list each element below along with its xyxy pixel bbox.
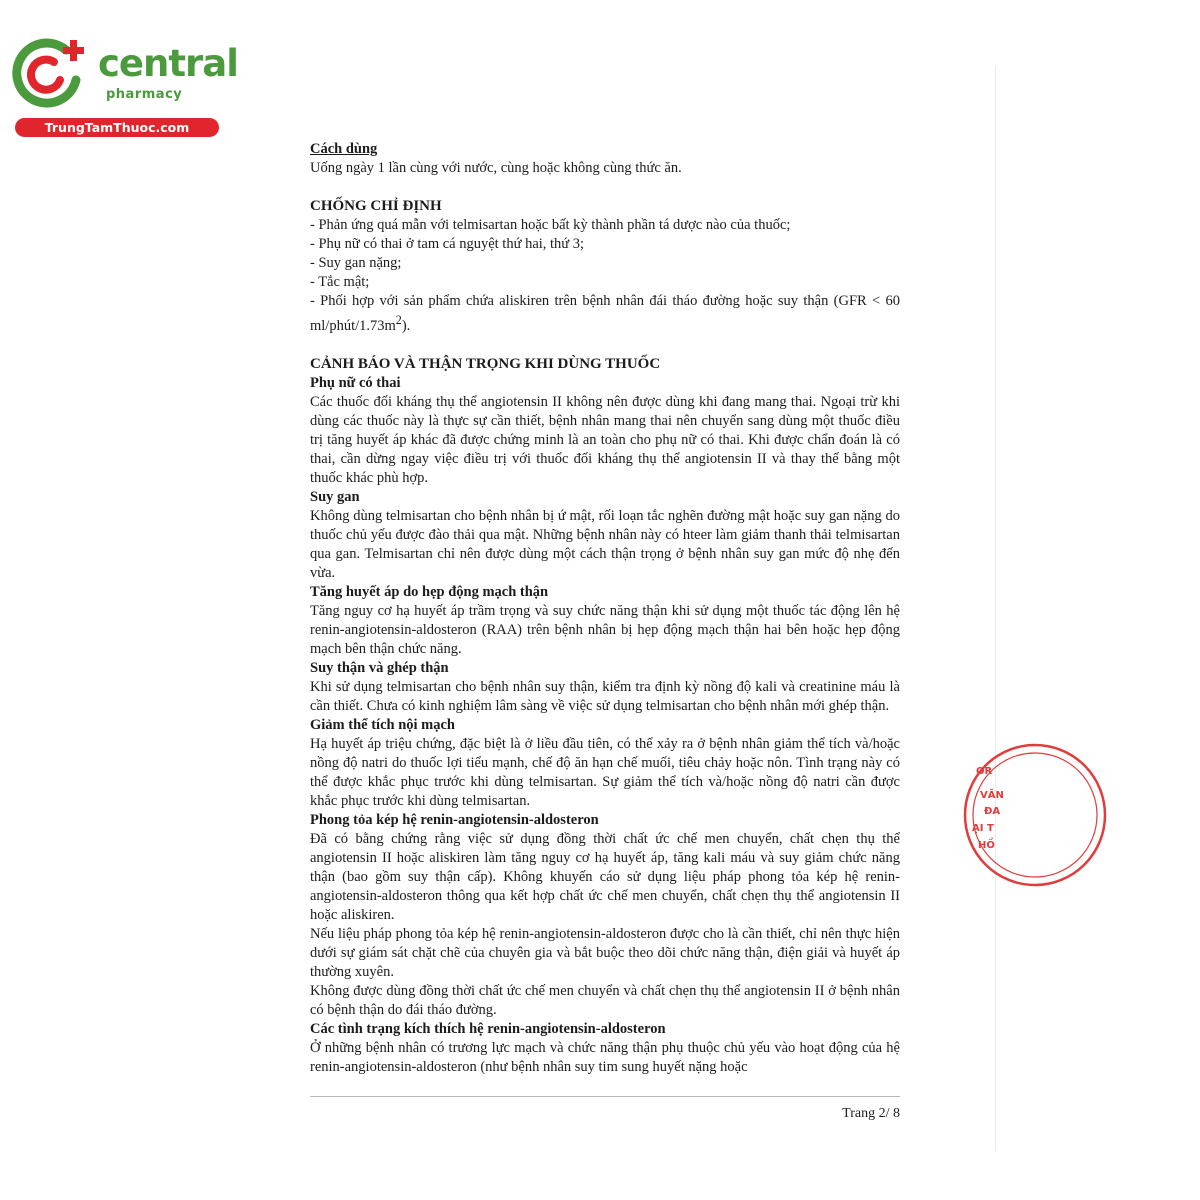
svg-text:VĂN: VĂN (980, 790, 1004, 801)
svg-text:ĐA: ĐA (984, 806, 1001, 817)
red-stamp (960, 740, 1004, 890)
contra-item (310, 292, 900, 336)
page-edge (995, 66, 996, 1151)
raas-stimulation-text: Ở những bệnh nhân có trương lực mạch và chức năng thận phụ thuộc chủ yếu vào hoạt động của hệ renin-angiotensin-aldosteron (như bệnh nhân suy tim sung huyết nặng hoặc (310, 1039, 900, 1075)
contra-item: - Tắc mật; (310, 274, 370, 290)
superscript: 2 (395, 313, 402, 327)
dual-blockade-text-1: Đã có bằng chứng rằng việc sử dụng đồng thời chất ức chế men chuyển, chất chẹn thụ thể angiotensin II hoặc aliskiren làm tăng nguy cơ hạ huyết áp, tăng kali máu và suy giảm chức năng thận (bao gồm suy thận cấp). Không khuyến cáo sử dụng liệu pháp phong tỏa kép hệ renin-angiotensin-aldosteron thông qua kết hợp chất ức chế men chuyển, chất chẹn thụ thể angiotensin II hoặc aliskiren. (310, 830, 900, 923)
usage-heading: Cách dùng (310, 141, 378, 157)
svg-text:HỒ: HỒ (978, 840, 995, 851)
contra-item: - Phản ứng quá mẫn với telmisartan hoặc bất kỳ thành phần tá dược nào của thuốc; (310, 217, 791, 233)
contra-item: - Phụ nữ có thai ở tam cá nguyệt thứ hai, thứ 3; (310, 236, 585, 252)
dual-blockade-heading: Phong tỏa kép hệ renin-angiotensin-aldosteron (310, 811, 599, 828)
logo-subtitle: pharmacy (106, 87, 183, 102)
renal-artery-text: Tăng nguy cơ hạ huyết áp trầm trọng và suy chức năng thận khi sử dụng một thuốc tác động lên hệ renin-angiotensin-aldosteron (RAA) trên bệnh nhân bị hẹp động mạch thận hai bên hoặc hẹp động mạch bên thận chức năng. (310, 602, 900, 657)
volume-heading: Giảm thể tích nội mạch (310, 716, 455, 733)
dual-blockade-text-3: Không được dùng đồng thời chất ức chế men chuyển và chất chẹn thụ thể angiotensin II ở bệnh nhân có bệnh thận do đái tháo đường. (310, 982, 900, 1018)
volume-text: Hạ huyết áp triệu chứng, đặc biệt là ở liều đầu tiên, có thể xảy ra ở bệnh nhân giảm thể tích và/hoặc nồng độ natri do thuốc lợi tiểu mạnh, chế độ ăn hạn chế muối, tiêu chảy hoặc nôn. Tình trạng này có thể được khắc phục trước khi dùng telmisartan. Sự giảm thể tích và/hoặc nồng độ natri cần được khắc phục trước khi dùng telmisartan. (310, 735, 900, 809)
contraindications-heading: CHỐNG CHỈ ĐỊNH (310, 198, 442, 214)
logo-website: TrungTamThuoc.com (15, 118, 219, 137)
page-number: Trang 2/ 8 (842, 1106, 900, 1121)
hepatic-text: Không dùng telmisartan cho bệnh nhân bị ứ mật, rối loạn tắc nghẽn đường mật hoặc suy gan nặng do thuốc chủ yếu được đào thải qua mật. Những bệnh nhân này có hteer làm giảm thanh thải telmisartan qua gan. Telmisartan chỉ nên được dùng một cách thận trọng ở bệnh nhân suy gan mức độ nhẹ đến vừa. (310, 507, 900, 581)
warnings-heading: CẢNH BÁO VÀ THẬN TRỌNG KHI DÙNG THUỐC (310, 355, 661, 372)
pharmacy-logo (10, 36, 238, 136)
logo-wordmark: central (98, 42, 238, 85)
svg-text:ẠI T: ẠI T (972, 823, 994, 834)
hepatic-heading: Suy gan (310, 488, 360, 505)
raas-stimulation-heading: Các tình trạng kích thích hệ renin-angiotensin-aldosteron (310, 1020, 666, 1037)
pregnancy-heading: Phụ nữ có thai (310, 374, 401, 391)
pharmacy-cross-icon (10, 36, 90, 106)
renal-text: Khi sử dụng telmisartan cho bệnh nhân suy thận, kiểm tra định kỳ nồng độ kali và creatinine máu là cần thiết. Chưa có kinh nghiệm lâm sàng về việc sử dụng telmisartan cho bệnh nhân mới ghép thận. (310, 678, 900, 714)
contra-item-end: ). (401, 317, 411, 334)
contra-item-text: - Phối hợp với sản phẩm chứa aliskiren trên bệnh nhân đái tháo đường hoặc suy thận (GFR < 60 ml/phút/1.73m (310, 293, 900, 334)
document-body (310, 140, 900, 1077)
dual-blockade-text-2: Nếu liệu pháp phong tỏa kép hệ renin-angiotensin-aldosteron được cho là cần thiết, chỉ nên thực hiện dưới sự giám sát chặt chẽ của chuyên gia và bắt buộc theo dõi chức năng thận, điện giải và huyết áp thường xuyên. (310, 925, 900, 980)
usage-text: Uống ngày 1 lần cùng với nước, cùng hoặc không cùng thức ăn. (310, 160, 682, 176)
renal-heading: Suy thận và ghép thận (310, 659, 449, 676)
footer-divider (310, 1096, 900, 1097)
renal-artery-heading: Tăng huyết áp do hẹp động mạch thận (310, 583, 549, 600)
svg-text:OR: OR (976, 766, 993, 777)
contra-item: - Suy gan nặng; (310, 255, 402, 271)
pregnancy-text: Các thuốc đối kháng thụ thể angiotensin II không nên được dùng khi đang mang thai. Ngoại trừ khi dùng các thuốc này là thực sự cần thiết, bệnh nhân mang thai nên chuyển sang dùng một thuốc điều trị tăng huyết áp khác đã được chứng minh là an toàn cho phụ nữ có thai. Khi được chẩn đoán là có thai, cần dừng ngay việc điều trị với thuốc đối kháng thụ thể angiotensin II và thay thế bằng một thuốc khác phù hợp. (310, 393, 900, 486)
